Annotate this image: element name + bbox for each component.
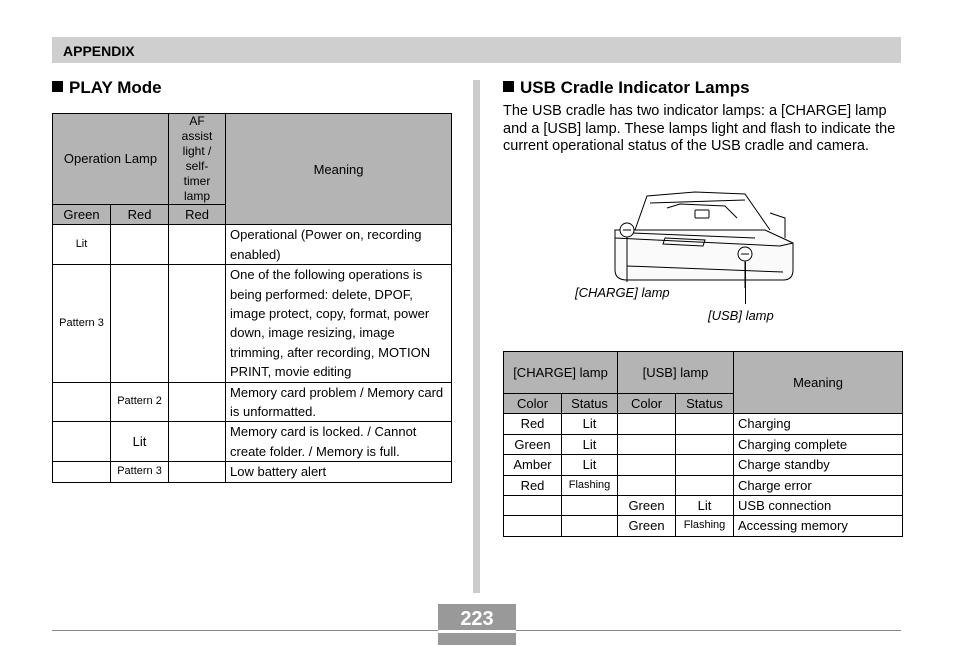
usb-lamp-label: [USB] lamp bbox=[708, 308, 774, 323]
cell-meaning: USB connection bbox=[734, 496, 903, 516]
header-bar bbox=[52, 37, 901, 63]
charge-lamp-label: [CHARGE] lamp bbox=[575, 285, 670, 300]
cell-af bbox=[169, 382, 226, 422]
cell-charge-status: Flashing bbox=[562, 475, 618, 495]
column-divider bbox=[473, 80, 480, 593]
cell-usb-color bbox=[618, 434, 676, 454]
cell-usb-status: Flashing bbox=[676, 516, 734, 536]
table-row bbox=[504, 475, 903, 495]
header-label: APPENDIX bbox=[63, 43, 135, 59]
cell-charge-color bbox=[504, 516, 562, 536]
usb-intro-paragraph: The USB cradle has two indicator lamps: a [CHARGE] lamp and a [USB] lamp. These lamps light and flash to indicate the current operational status of the USB cradle and camera. bbox=[503, 103, 896, 154]
play-mode-title bbox=[52, 78, 162, 98]
header-status: Status bbox=[676, 394, 734, 414]
table-row bbox=[504, 434, 903, 454]
table-row bbox=[504, 496, 903, 516]
cell-meaning: Charge standby bbox=[734, 455, 903, 475]
header-status: Status bbox=[562, 394, 618, 414]
cell-charge-status: Lit bbox=[562, 414, 618, 434]
table-row bbox=[504, 414, 903, 434]
cell-red: Pattern 2 bbox=[111, 382, 169, 422]
cell-usb-status: Lit bbox=[676, 496, 734, 516]
header-meaning: Meaning bbox=[226, 114, 452, 225]
play-mode-table bbox=[52, 113, 452, 483]
cell-meaning: Accessing memory bbox=[734, 516, 903, 536]
cell-meaning: Low battery alert bbox=[226, 462, 452, 482]
cell-meaning: Charging bbox=[734, 414, 903, 434]
table-row bbox=[53, 422, 452, 462]
table-row bbox=[504, 455, 903, 475]
header-color: Color bbox=[504, 394, 562, 414]
usb-cradle-title-text: USB Cradle Indicator Lamps bbox=[520, 78, 750, 97]
header-meaning: Meaning bbox=[734, 352, 903, 414]
table-header-row bbox=[53, 114, 452, 205]
header-af-assist: AF assist light / self-timer lamp bbox=[169, 114, 226, 205]
usb-cradle-title bbox=[503, 78, 750, 98]
cell-charge-status: Lit bbox=[562, 455, 618, 475]
cell-red: Lit bbox=[111, 422, 169, 462]
cell-red bbox=[111, 265, 169, 382]
cell-usb-status bbox=[676, 475, 734, 495]
cell-charge-color: Green bbox=[504, 434, 562, 454]
cell-af bbox=[169, 462, 226, 482]
cell-green: Pattern 3 bbox=[53, 265, 111, 382]
play-mode-title-text: PLAY Mode bbox=[69, 78, 162, 97]
page-number-strip bbox=[438, 630, 516, 633]
cell-red bbox=[111, 225, 169, 265]
usb-lamp-leader-line bbox=[745, 262, 746, 304]
cell-usb-color bbox=[618, 475, 676, 495]
cell-charge-status bbox=[562, 516, 618, 536]
cell-green bbox=[53, 422, 111, 462]
header-red-af: Red bbox=[169, 205, 226, 225]
cell-charge-color: Red bbox=[504, 414, 562, 434]
cell-meaning: One of the following operations is being performed: delete, DPOF, image protect, copy, format, power down, image resizing, image trimming, after recording, MOTION PRINT, movie editing bbox=[226, 265, 452, 382]
cell-charge-color: Red bbox=[504, 475, 562, 495]
page-number-box bbox=[438, 604, 516, 645]
table-header-row bbox=[504, 352, 903, 394]
cell-usb-color: Green bbox=[618, 516, 676, 536]
cell-meaning: Charging complete bbox=[734, 434, 903, 454]
cell-charge-color bbox=[504, 496, 562, 516]
cell-meaning: Operational (Power on, recording enabled) bbox=[226, 225, 452, 265]
cell-green: Lit bbox=[53, 225, 111, 265]
cell-charge-status: Lit bbox=[562, 434, 618, 454]
table-row bbox=[53, 265, 452, 382]
cell-af bbox=[169, 225, 226, 265]
cell-red: Pattern 3 bbox=[111, 462, 169, 482]
header-red: Red bbox=[111, 205, 169, 225]
cell-charge-status bbox=[562, 496, 618, 516]
square-bullet-icon bbox=[52, 81, 63, 92]
square-bullet-icon bbox=[503, 81, 514, 92]
page-number: 223 bbox=[460, 608, 494, 630]
cell-usb-status bbox=[676, 434, 734, 454]
cell-meaning: Memory card is locked. / Cannot create folder. / Memory is full. bbox=[226, 422, 452, 462]
header-usb-lamp: [USB] lamp bbox=[618, 352, 734, 394]
cell-charge-color: Amber bbox=[504, 455, 562, 475]
header-green: Green bbox=[53, 205, 111, 225]
cell-usb-color bbox=[618, 414, 676, 434]
cell-usb-color: Green bbox=[618, 496, 676, 516]
usb-cradle-illustration bbox=[605, 188, 800, 288]
cell-af bbox=[169, 265, 226, 382]
table-row bbox=[504, 516, 903, 536]
cell-usb-color bbox=[618, 455, 676, 475]
usb-lamp-table bbox=[503, 351, 903, 537]
header-color: Color bbox=[618, 394, 676, 414]
table-row bbox=[53, 225, 452, 265]
cell-meaning: Charge error bbox=[734, 475, 903, 495]
table-row bbox=[53, 462, 452, 482]
table-row bbox=[53, 382, 452, 422]
cell-usb-status bbox=[676, 455, 734, 475]
cell-usb-status bbox=[676, 414, 734, 434]
cell-af bbox=[169, 422, 226, 462]
cell-green bbox=[53, 462, 111, 482]
header-charge-lamp: [CHARGE] lamp bbox=[504, 352, 618, 394]
cell-meaning: Memory card problem / Memory card is unformatted. bbox=[226, 382, 452, 422]
cell-green bbox=[53, 382, 111, 422]
header-operation-lamp: Operation Lamp bbox=[53, 114, 169, 205]
